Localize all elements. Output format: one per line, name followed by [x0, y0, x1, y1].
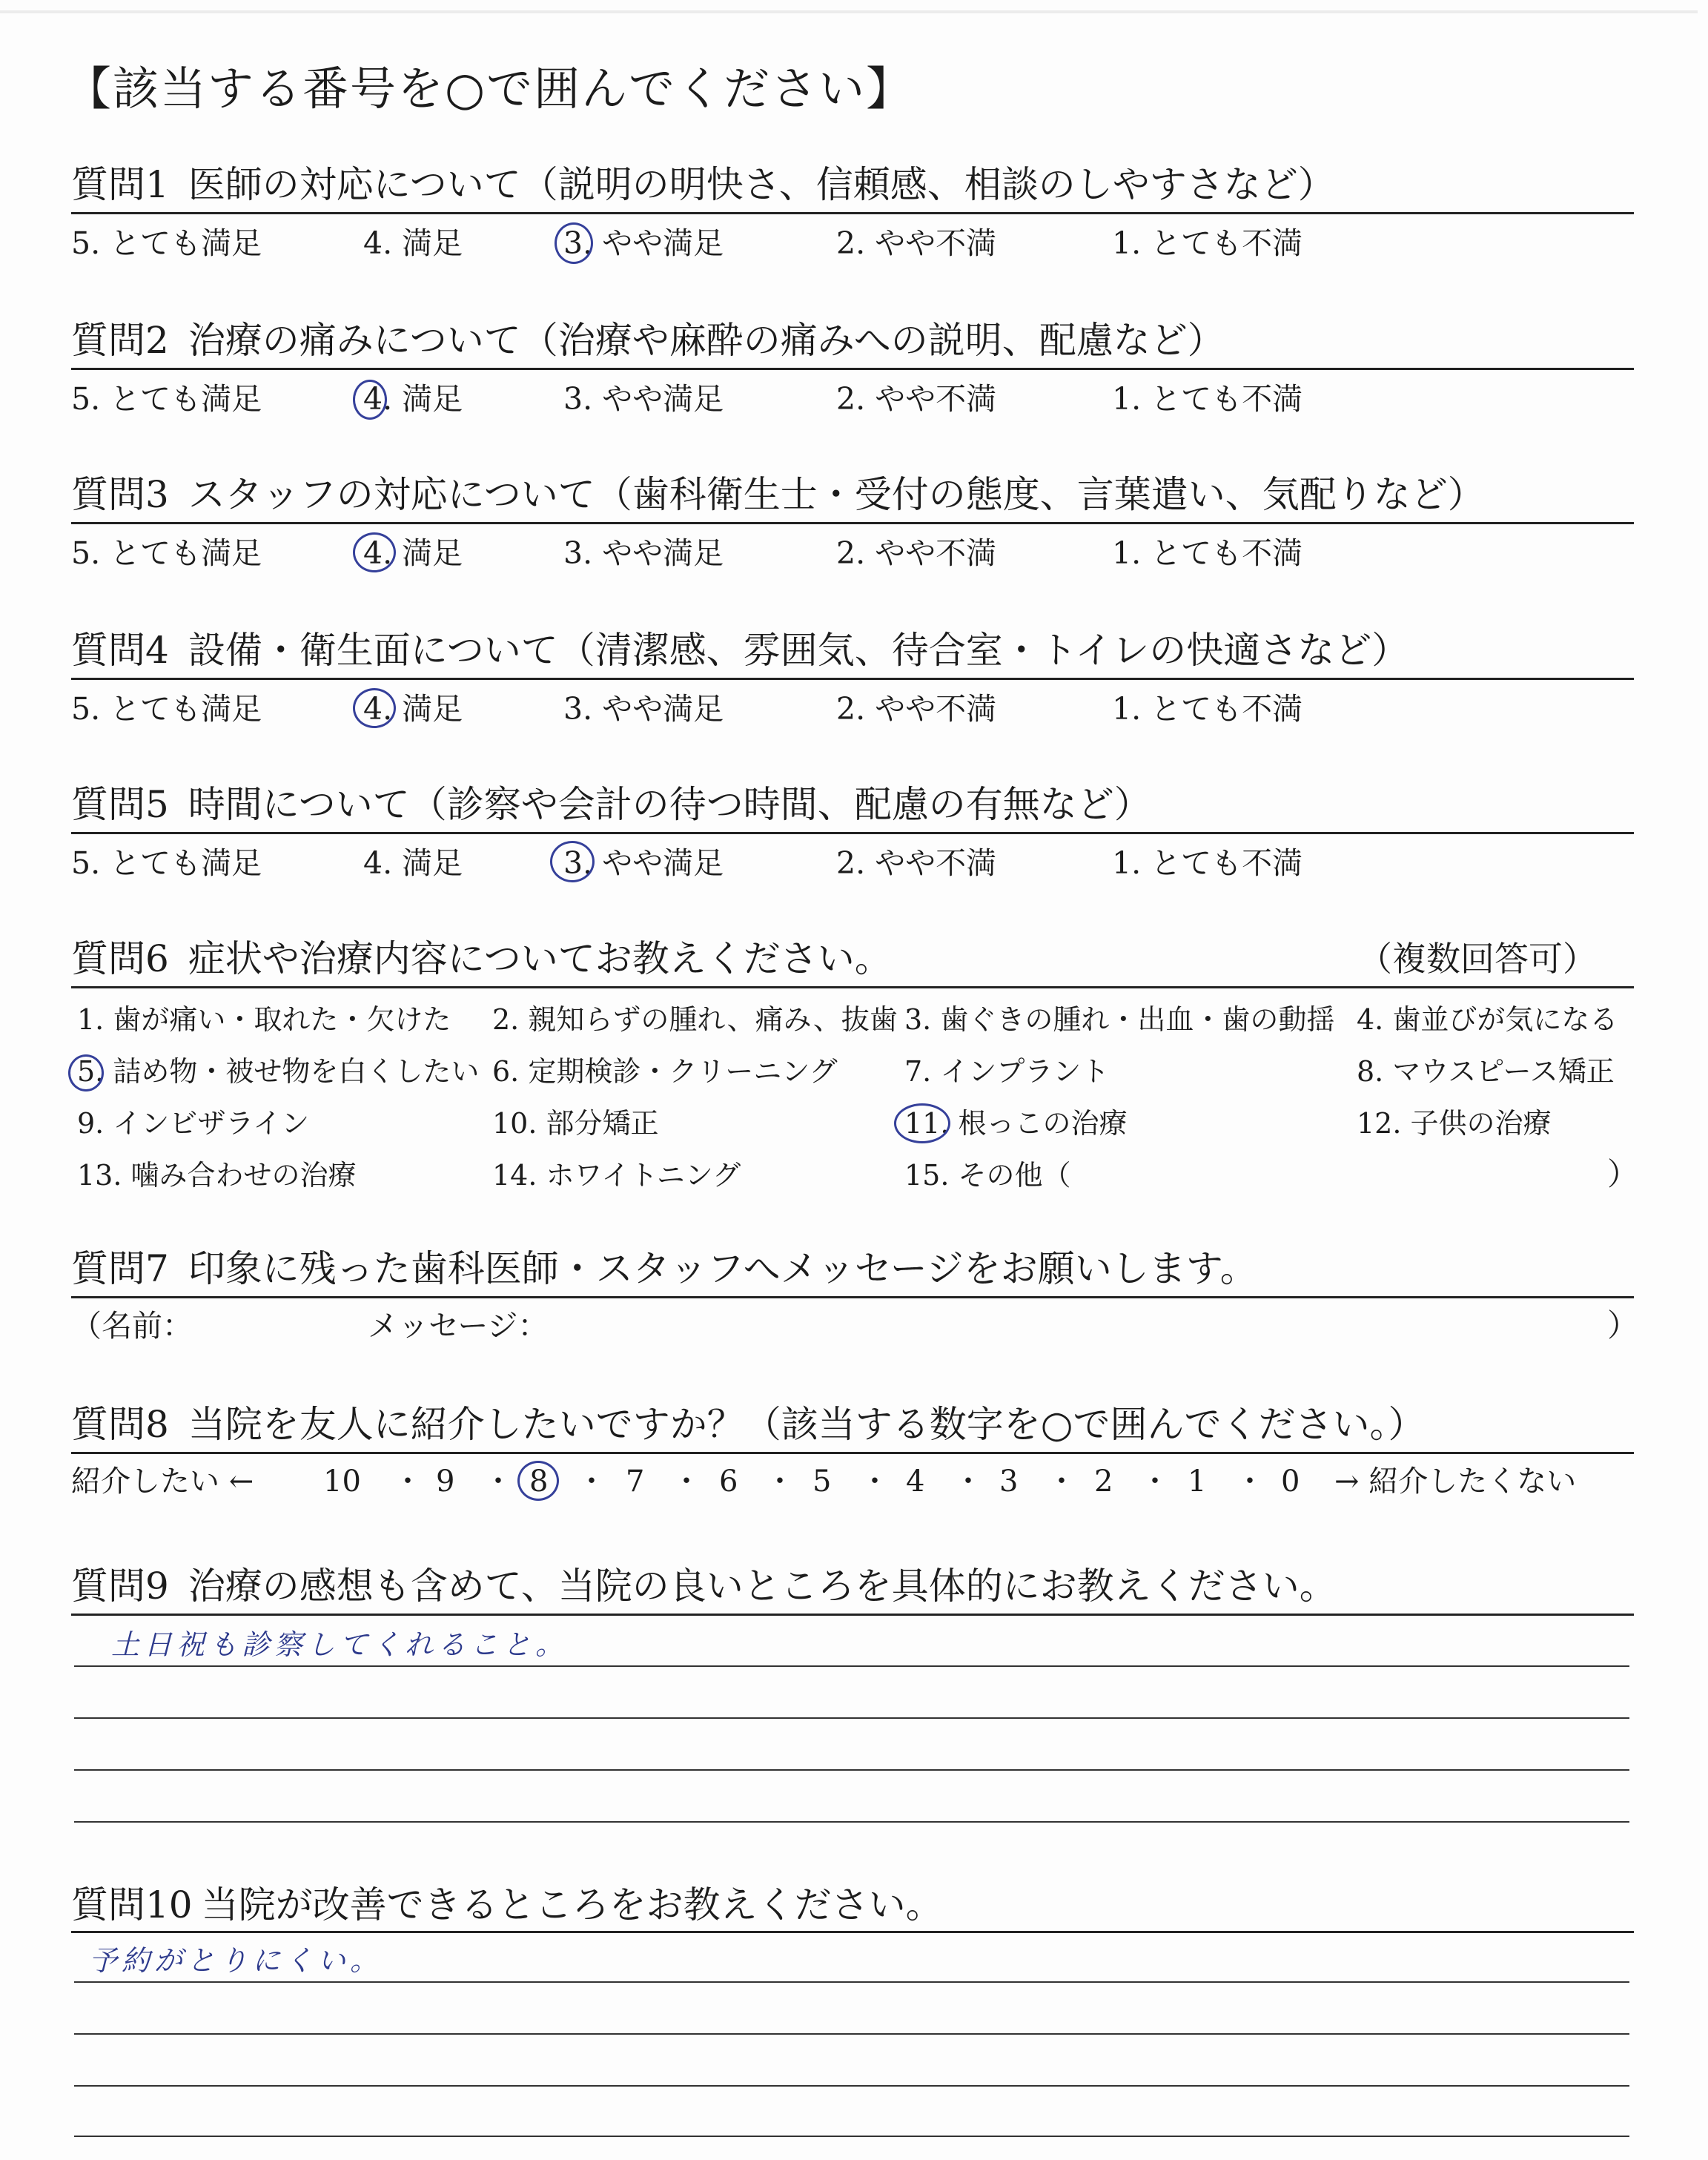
q7-heading	[71, 1246, 1257, 1292]
q3-option-3[interactable]: 3. やや満足	[563, 535, 724, 571]
q8-scale-5[interactable]: 5	[812, 1464, 832, 1499]
q2-text: 治療の痛みについて（治療や麻酔の痛みへの説明、配慮など）	[188, 319, 1225, 362]
q8-right-label: → 紹介したくない	[1334, 1464, 1577, 1499]
q2-option-3[interactable]: 3. やや満足	[563, 381, 724, 417]
q6-item-10[interactable]: 10. 部分矯正	[492, 1107, 659, 1140]
q8-dot: ・	[577, 1464, 606, 1499]
q2-option-4[interactable]: 4. 満足	[363, 381, 463, 417]
q6-text: 症状や治療内容についてお教えください。	[188, 937, 892, 980]
q8-left-label: 紹介したい ←	[71, 1464, 254, 1499]
q8-scale-0[interactable]: 0	[1281, 1464, 1300, 1499]
q8-text: 当院を友人に紹介したいですか？（該当する数字を○で囲んでください。）	[188, 1403, 1426, 1446]
q8-scale-6[interactable]: 6	[719, 1464, 738, 1499]
q8-rule	[71, 1452, 1634, 1454]
q7-name-label: （名前：	[71, 1308, 193, 1344]
q8-scale-2[interactable]: 2	[1094, 1464, 1113, 1499]
q4-rule	[71, 678, 1634, 680]
q4-answer-circle	[353, 688, 396, 728]
q8-scale-10[interactable]: 10	[323, 1464, 361, 1499]
q7-message-label: メッセージ：	[368, 1308, 549, 1344]
q2-label: 質問2	[71, 319, 169, 362]
q4-option-3[interactable]: 3. やや満足	[563, 691, 724, 727]
q6-item-11-circle	[894, 1103, 950, 1143]
q3-answer-circle	[353, 532, 396, 572]
q2-option-5[interactable]: 5. とても満足	[71, 381, 262, 417]
q9-writing-line	[74, 1821, 1629, 1823]
q1-option-1[interactable]: 1. とても不満	[1112, 225, 1303, 261]
page-title: 【該当する番号を○で囲んでください】	[65, 62, 914, 116]
q10-writing-line	[74, 2085, 1629, 2087]
q9-writing-line	[74, 1665, 1629, 1667]
q10-text: 当院が改善できるところをお教えください。	[201, 1883, 943, 1926]
q9-text: 治療の感想も含めて、当院の良いところを具体的にお教えください。	[188, 1565, 1337, 1608]
q3-option-4[interactable]: 4. 満足	[363, 535, 463, 571]
q6-close-paren: ）	[1607, 1156, 1639, 1192]
q10-heading	[71, 1882, 943, 1928]
q6-label: 質問6	[71, 937, 169, 980]
q8-dot: ・	[672, 1464, 701, 1499]
q6-multiple-note: （複数回答可）	[1358, 939, 1597, 979]
q5-option-2[interactable]: 2. やや不満	[836, 845, 997, 881]
q8-answer-circle	[517, 1461, 559, 1501]
q8-scale-9[interactable]: 9	[436, 1464, 455, 1499]
q6-item-12[interactable]: 12. 子供の治療	[1357, 1107, 1552, 1140]
q5-option-1[interactable]: 1. とても不満	[1112, 845, 1303, 881]
q7-text: 印象に残った歯科医師・スタッフへメッセージをお願いします。	[188, 1247, 1257, 1290]
q8-dot: ・	[393, 1464, 423, 1499]
q8-dot: ・	[483, 1464, 513, 1499]
q1-rule	[71, 212, 1634, 214]
q6-item-15[interactable]: 15. その他（	[904, 1159, 1071, 1192]
q5-label: 質問5	[71, 783, 169, 826]
q6-item-6[interactable]: 6. 定期検診・クリーニング	[492, 1055, 838, 1088]
q3-option-2[interactable]: 2. やや不満	[836, 535, 997, 571]
q3-heading	[71, 472, 1485, 518]
q2-answer-circle	[353, 380, 387, 420]
q8-scale-4[interactable]: 4	[906, 1464, 925, 1499]
q8-dot: ・	[860, 1464, 890, 1499]
q6-item-5[interactable]: 5. 詰め物・被せ物を白くしたい	[77, 1055, 480, 1088]
q3-option-5[interactable]: 5. とても満足	[71, 535, 262, 571]
q6-rule	[71, 986, 1634, 988]
q8-dot: ・	[1140, 1464, 1170, 1499]
q6-item-14[interactable]: 14. ホワイトニング	[492, 1159, 741, 1192]
q9-writing-line	[74, 1717, 1629, 1719]
q1-answer-circle	[555, 222, 593, 264]
q9-heading	[71, 1563, 1337, 1609]
q7-close-paren: ）	[1607, 1307, 1639, 1344]
q5-option-5[interactable]: 5. とても満足	[71, 845, 262, 881]
q6-item-9[interactable]: 9. インビザライン	[77, 1107, 310, 1140]
q8-label: 質問8	[71, 1403, 169, 1446]
q8-dot: ・	[953, 1464, 983, 1499]
q8-heading	[71, 1401, 1425, 1447]
q4-option-1[interactable]: 1. とても不満	[1112, 691, 1303, 727]
q3-text: スタッフの対応について（歯科衛生士・受付の態度、言葉遣い、気配りなど）	[188, 473, 1485, 516]
q4-label: 質問4	[71, 629, 169, 672]
q5-text: 時間について（診察や会計の待つ時間、配慮の有無など）	[188, 783, 1151, 826]
q6-item-1[interactable]: 1. 歯が痛い・取れた・欠けた	[77, 1003, 451, 1036]
q1-option-2[interactable]: 2. やや不満	[836, 225, 997, 261]
q6-item-5-circle	[68, 1054, 104, 1091]
q2-heading	[71, 317, 1225, 363]
q6-item-3[interactable]: 3. 歯ぐきの腫れ・出血・歯の動揺	[904, 1003, 1335, 1036]
q10-rule	[71, 1931, 1634, 1933]
q4-option-4[interactable]: 4. 満足	[363, 691, 463, 727]
q1-label: 質問1	[71, 163, 169, 206]
q9-writing-line	[74, 1769, 1629, 1771]
q8-dot: ・	[1047, 1464, 1076, 1499]
q1-text: 医師の対応について（説明の明快さ、信頼感、相談のしやすさなど）	[188, 163, 1335, 206]
q4-option-2[interactable]: 2. やや不満	[836, 691, 997, 727]
q5-rule	[71, 832, 1634, 834]
q4-heading	[71, 627, 1409, 673]
q8-scale-3[interactable]: 3	[999, 1464, 1019, 1499]
q7-label: 質問7	[71, 1247, 169, 1290]
q10-writing-line	[74, 2033, 1629, 2035]
q5-answer-circle	[550, 841, 595, 882]
q10-writing-line	[74, 2136, 1629, 2137]
q6-item-13[interactable]: 13. 噛み合わせの治療	[77, 1159, 357, 1192]
q10-label: 質問10	[71, 1883, 193, 1926]
q10-writing-line	[74, 1981, 1629, 1983]
q6-item-8[interactable]: 8. マウスピース矯正	[1357, 1055, 1615, 1088]
q6-item-7[interactable]: 7. インプラント	[904, 1055, 1110, 1088]
q4-option-5[interactable]: 5. とても満足	[71, 691, 262, 727]
q1-option-5[interactable]: 5. とても満足	[71, 225, 262, 261]
q5-heading	[71, 782, 1151, 828]
q4-text: 設備・衛生面について（清潔感、雰囲気、待合室・トイレの快適さなど）	[188, 629, 1409, 672]
q8-scale-1[interactable]: 1	[1188, 1464, 1207, 1499]
q1-option-4[interactable]: 4. 満足	[363, 225, 463, 261]
q2-option-2[interactable]: 2. やや不満	[836, 381, 997, 417]
q8-scale-7[interactable]: 7	[626, 1464, 645, 1499]
q7-rule	[71, 1296, 1634, 1298]
q6-item-4[interactable]: 4. 歯並びが気になる	[1357, 1003, 1618, 1036]
q5-option-4[interactable]: 4. 満足	[363, 845, 463, 881]
q1-option-3[interactable]: 3. やや満足	[563, 225, 724, 261]
q9-handwritten-answer: 土日祝も診察してくれること。	[111, 1628, 569, 1661]
q9-label: 質問9	[71, 1565, 169, 1608]
q8-scale-8[interactable]: 8	[529, 1464, 549, 1499]
q10-handwritten-answer: 予約がとりにくい。	[89, 1944, 383, 1977]
q5-option-3[interactable]: 3. やや満足	[563, 845, 724, 881]
q9-rule	[71, 1614, 1634, 1616]
q3-option-1[interactable]: 1. とても不満	[1112, 535, 1303, 571]
q3-rule	[71, 522, 1634, 524]
q8-dot: ・	[765, 1464, 795, 1499]
q3-label: 質問3	[71, 473, 169, 516]
scan-edge	[0, 10, 1698, 13]
q6-item-11[interactable]: 11. 根っこの治療	[904, 1107, 1128, 1140]
q6-item-2[interactable]: 2. 親知らずの腫れ、痛み、抜歯	[492, 1003, 898, 1036]
q8-dot: ・	[1235, 1464, 1265, 1499]
q6-heading	[71, 936, 892, 982]
q2-rule	[71, 368, 1634, 370]
q1-heading	[71, 162, 1335, 208]
q2-option-1[interactable]: 1. とても不満	[1112, 381, 1303, 417]
